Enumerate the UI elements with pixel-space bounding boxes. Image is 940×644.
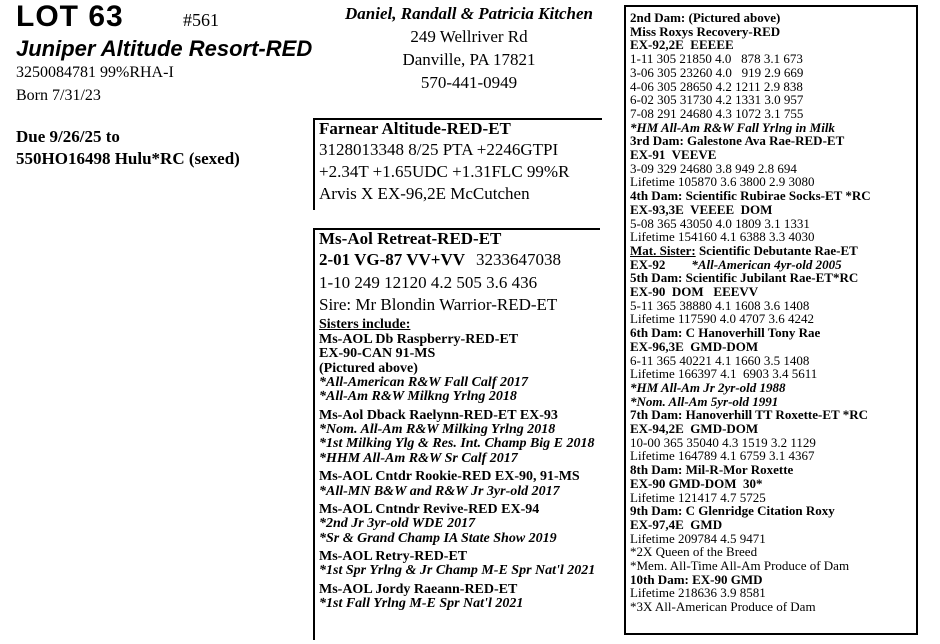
pedigree-line: 1-11 305 21850 4.0 878 3.1 673 xyxy=(630,51,803,67)
pedigree-line: Lifetime 209784 4.5 9471 xyxy=(630,530,766,546)
pedigree-line: 5-11 365 38880 4.1 1608 3.6 1408 xyxy=(630,297,810,313)
sire-line-3: Arvis X EX-96,2E McCutchen xyxy=(319,184,530,203)
owner-name: Daniel, Randall & Patricia Kitchen xyxy=(345,4,593,23)
pedigree-line: EX-94,2E GMD-DOM xyxy=(630,421,759,436)
pedigree-line: EX-90 GMD-DOM 30* xyxy=(630,475,763,491)
pedigree-line xyxy=(630,258,842,271)
pedigree-line: *Nom. All-Am 5yr-old 1991 xyxy=(630,393,779,409)
sister-name: Ms-AOL Jordy Raeann-RED-ET xyxy=(319,581,518,597)
sire-line-2: +2.34T +1.65UDC +1.31FLC 99%R xyxy=(319,162,570,181)
pedigree-line: EX-90 DOM EEEVV xyxy=(630,284,759,299)
owner-address-2: Danville, PA 17821 xyxy=(402,50,536,69)
pedigree-line: 5th Dam: Scientific Jubilant Rae-ET*RC xyxy=(630,270,859,286)
pedigree-line: 3rd Dam: Galestone Ava Rae-RED-ET xyxy=(630,133,845,149)
pedigree-line: EX-93,3E VEEEE DOM xyxy=(630,201,773,217)
pedigree-line: Lifetime 166397 4.1 6903 3.4 5611 xyxy=(630,366,818,382)
lot-number: #561 xyxy=(183,10,219,30)
animal-registration: 3250084781 99%RHA-I xyxy=(16,64,174,81)
sister-detail: *All-American R&W Fall Calf 2017 xyxy=(319,375,528,391)
sister-detail: *2nd Jr 3yr-old WDE 2017 xyxy=(319,516,476,532)
pedigree-line: 6-11 365 40221 4.1 1660 3.5 1408 xyxy=(630,352,810,368)
pedigree-line: *HM All-Am R&W Fall Yrlng in Milk xyxy=(630,119,835,135)
pedigree-line: 6-02 305 31730 4.2 1331 3.0 957 xyxy=(630,92,804,108)
pedigree-line: 10-00 365 35040 4.3 1519 3.2 1129 xyxy=(630,434,816,450)
sisters-header: Sisters include: xyxy=(319,317,411,332)
pedigree-line: 10th Dam: EX-90 GMD xyxy=(630,571,763,587)
sister-detail: *HHM All-Am R&W Sr Calf 2017 xyxy=(319,450,518,466)
pedigree-line: *3X All-American Produce of Dam xyxy=(630,599,816,615)
pedigree-line: 4-06 305 28650 4.2 1211 2.9 838 xyxy=(630,78,803,94)
sister-detail: *All-MN B&W and R&W Jr 3yr-old 2017 xyxy=(319,483,560,499)
pedigree-line: Lifetime 218636 3.9 8581 xyxy=(630,585,766,601)
pedigree-line: Lifetime 105870 3.6 3800 2.9 3080 xyxy=(630,174,815,190)
dam-name: Ms-Aol Retreat-RED-ET xyxy=(319,229,502,248)
pedigree-line: EX-92,2E EEEEE xyxy=(630,37,734,53)
pedigree-line: 3-06 305 23260 4.0 919 2.9 669 xyxy=(630,64,804,80)
dam-sire: Sire: Mr Blondin Warrior-RED-ET xyxy=(319,295,558,314)
sister-detail: *Nom. All-Am R&W Milking Yrlng 2018 xyxy=(319,422,556,438)
owner-address-1: 249 Wellriver Rd xyxy=(410,27,528,46)
sister-name: Ms-AOL Cntndr Revive-RED EX-94 xyxy=(319,501,540,517)
pedigree-line xyxy=(630,244,858,257)
dam-record: 1-10 249 12120 4.2 505 3.6 436 xyxy=(319,273,538,292)
pedigree-line: 2nd Dam: (Pictured above) xyxy=(630,10,781,25)
owner-phone: 570-441-0949 xyxy=(420,73,518,92)
pedigree-line-tail: Scientific Debutante Rae-ET xyxy=(695,242,858,258)
pedigree-line: EX-97,4E GMD xyxy=(630,516,723,532)
pedigree-line: 3-09 329 24680 3.8 949 2.8 694 xyxy=(630,160,797,176)
pedigree-line: 5-08 365 43050 4.0 1809 3.1 1331 xyxy=(630,215,810,231)
sister-detail: *1st Spr Yrlng & Jr Champ M-E Spr Nat'l 2021 xyxy=(319,563,596,579)
pedigree-line-tail: *All-American 4yr-old 2005 xyxy=(665,256,842,272)
sister-name: Ms-Aol Dback Raelynn-RED-ET EX-93 xyxy=(319,407,558,423)
sister-detail: *Sr & Grand Champ IA State Show 2019 xyxy=(319,530,557,546)
pedigree-line: *HM All-Am Jr 2yr-old 1988 xyxy=(630,379,786,395)
sister-name: Ms-AOL Retry-RED-ET xyxy=(319,548,468,564)
lot-label: LOT 63 xyxy=(16,0,124,33)
pedigree-line: Miss Roxys Recovery-RED xyxy=(630,23,781,39)
pedigree-line: 4th Dam: Scientific Rubirae Socks-ET *RC xyxy=(630,188,871,204)
sister-name: Ms-AOL Db Raspberry-RED-ET xyxy=(319,332,519,347)
pedigree-line: *2X Queen of the Breed xyxy=(630,544,758,560)
animal-name: Juniper Altitude Resort-RED xyxy=(16,36,313,61)
sister-detail: *All-Am R&W Milkng Yrlng 2018 xyxy=(319,389,517,405)
pedigree-line: 6th Dam: C Hanoverhill Tony Rae xyxy=(630,325,821,341)
sister-detail: *1st Fall Yrlng M-E Spr Nat'l 2021 xyxy=(319,595,524,611)
sister-detail: (Pictured above) xyxy=(319,360,418,376)
pedigree-line-lead: EX-92 xyxy=(630,256,666,272)
sister-name: Ms-AOL Cntdr Rookie-RED EX-90, 91-MS xyxy=(319,469,580,485)
pedigree-line: 8th Dam: Mil-R-Mor Roxette xyxy=(630,462,794,478)
pedigree-line: 7th Dam: Hanoverhill TT Roxette-ET *RC xyxy=(630,407,868,423)
pedigree-line: Lifetime 164789 4.1 6759 3.1 4367 xyxy=(630,448,815,464)
pedigree-line: Lifetime 117590 4.0 4707 3.6 4242 xyxy=(630,311,815,327)
sire-line-1: 3128013348 8/25 PTA +2246GTPI xyxy=(319,140,559,159)
pedigree-line: Lifetime 154160 4.1 6388 3.3 4030 xyxy=(630,229,815,245)
pedigree-line: Lifetime 121417 4.7 5725 xyxy=(630,489,766,505)
due-date: Due 9/26/25 to xyxy=(16,127,120,146)
dam-registration: 3233647038 xyxy=(476,250,561,269)
due-service-sire: 550HO16498 Hulu*RC (sexed) xyxy=(16,149,240,168)
sister-detail: EX-90-CAN 91-MS xyxy=(319,346,436,362)
sire-name: Farnear Altitude-RED-ET xyxy=(319,119,511,138)
pedigree-line: EX-96,3E GMD-DOM xyxy=(630,338,759,354)
pedigree-line: 9th Dam: C Glenridge Citation Roxy xyxy=(630,503,835,519)
pedigree-line-lead: Mat. Sister: xyxy=(630,242,696,258)
sister-detail: *1st Milking Ylg & Res. Int. Champ Big E 2018 xyxy=(319,436,595,452)
pedigree-line: *Mem. All-Time All-Am Produce of Dam xyxy=(630,558,850,573)
pedigree-line: EX-91 VEEVE xyxy=(630,147,717,162)
pedigree-line: 7-08 291 24680 4.3 1072 3.1 755 xyxy=(630,105,804,121)
animal-birthdate: Born 7/31/23 xyxy=(16,87,101,104)
dam-classification: 2-01 VG-87 VV+VV xyxy=(319,250,466,269)
